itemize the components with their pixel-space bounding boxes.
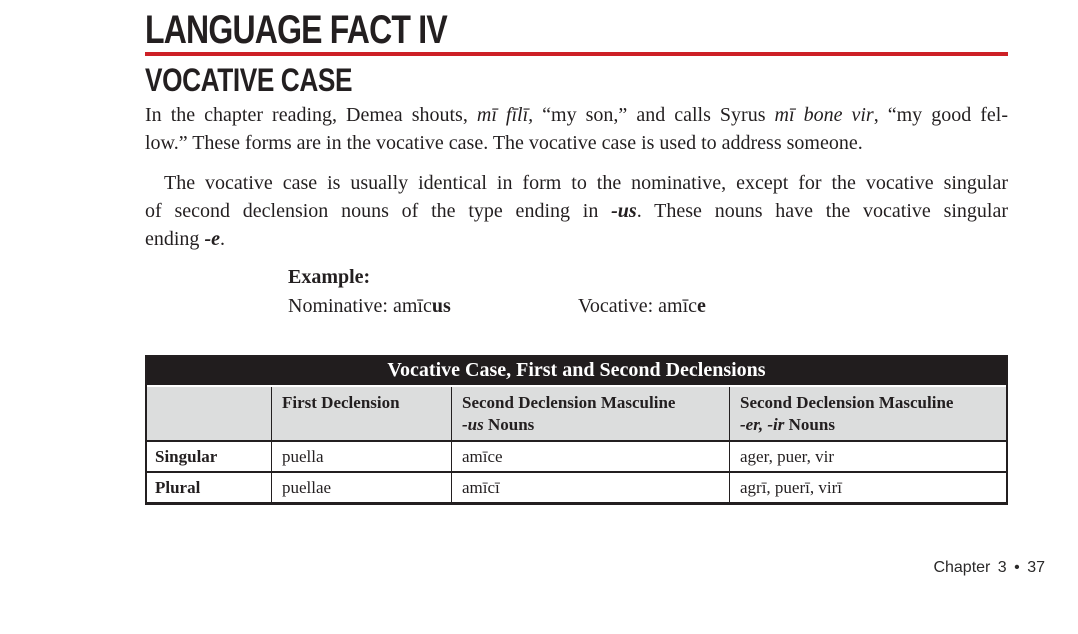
header-cell-second-declension-er-ir [730, 387, 1006, 440]
declension-table [145, 355, 1008, 505]
header-cell-second-declension-us [452, 387, 730, 440]
cell-first-declension: puellae [272, 473, 452, 502]
example-row [288, 292, 908, 321]
paragraph-line [145, 197, 1008, 225]
cell-second-declension-us: amīce [452, 442, 730, 471]
example-block [288, 263, 908, 321]
vocative-text: Vocative: amīc [578, 295, 698, 317]
cell-second-declension-er-ir: agrī, puerī, virī [740, 478, 842, 497]
header-ending: -er, -ir [740, 415, 785, 434]
page-title: LANGUAGE FACT IV [145, 8, 447, 52]
header-ending: -us [462, 415, 484, 434]
body-text: of second declension nouns of the type ending in [145, 200, 612, 222]
body-text: “my son,” and calls Syrus [533, 104, 775, 126]
section-title: VOCATIVE CASE [145, 62, 353, 98]
red-rule-divider [145, 52, 1008, 56]
cell-second-declension-er-ir: ager, puer, vir [740, 447, 834, 466]
body-text: . These nouns have the vocative singular [636, 200, 1008, 222]
example-nominative [288, 292, 451, 321]
nominative-text: Nominative: amīc [288, 295, 432, 317]
paragraph-line [145, 101, 1008, 129]
header-text: Nouns [483, 415, 535, 434]
table-header-row [147, 387, 1006, 442]
paragraph-line [145, 225, 1008, 253]
cell-second-declension-us: amīcī [452, 473, 730, 502]
paragraph-line: low.” These forms are in the vocative case. The vocative case is used to address someone. [145, 132, 863, 154]
table-row-plural [147, 471, 1006, 502]
nominative-ending: us [431, 295, 451, 317]
latin-phrase: mī bone vir [774, 104, 874, 126]
example-label: Example: [288, 266, 371, 288]
page-footer: Chapter 3 • 37 [933, 559, 1045, 576]
body-text: . [219, 228, 225, 250]
row-label: Plural [147, 473, 272, 502]
example-vocative [578, 292, 706, 321]
header-text: Second Declension Masculine [740, 393, 954, 412]
latin-phrase: mī fīlī, [476, 104, 534, 126]
vocative-ending: e [697, 295, 706, 317]
paragraph-1 [145, 101, 1008, 157]
header-text: Second Declension Masculine [462, 393, 676, 412]
body-text: ending [145, 228, 205, 250]
table-title: Vocative Case, First and Second Declensions [147, 357, 1006, 387]
table-row-singular [147, 442, 1006, 471]
body-text: , “my good fel- [873, 104, 1009, 126]
paragraph-line: The vocative case is usually identical in form to the nominative, except for the vocative singular [164, 172, 1008, 194]
header-cell-empty [147, 387, 272, 440]
latin-ending: -us [611, 200, 637, 222]
cell-first-declension: puella [272, 442, 452, 471]
body-text: In the chapter reading, Demea shouts, [145, 104, 477, 126]
row-label: Singular [147, 442, 272, 471]
latin-ending: -e [204, 228, 220, 250]
header-cell-first-declension: First Declension [272, 387, 452, 440]
paragraph-2 [145, 169, 1008, 253]
header-text: Nouns [784, 415, 835, 434]
